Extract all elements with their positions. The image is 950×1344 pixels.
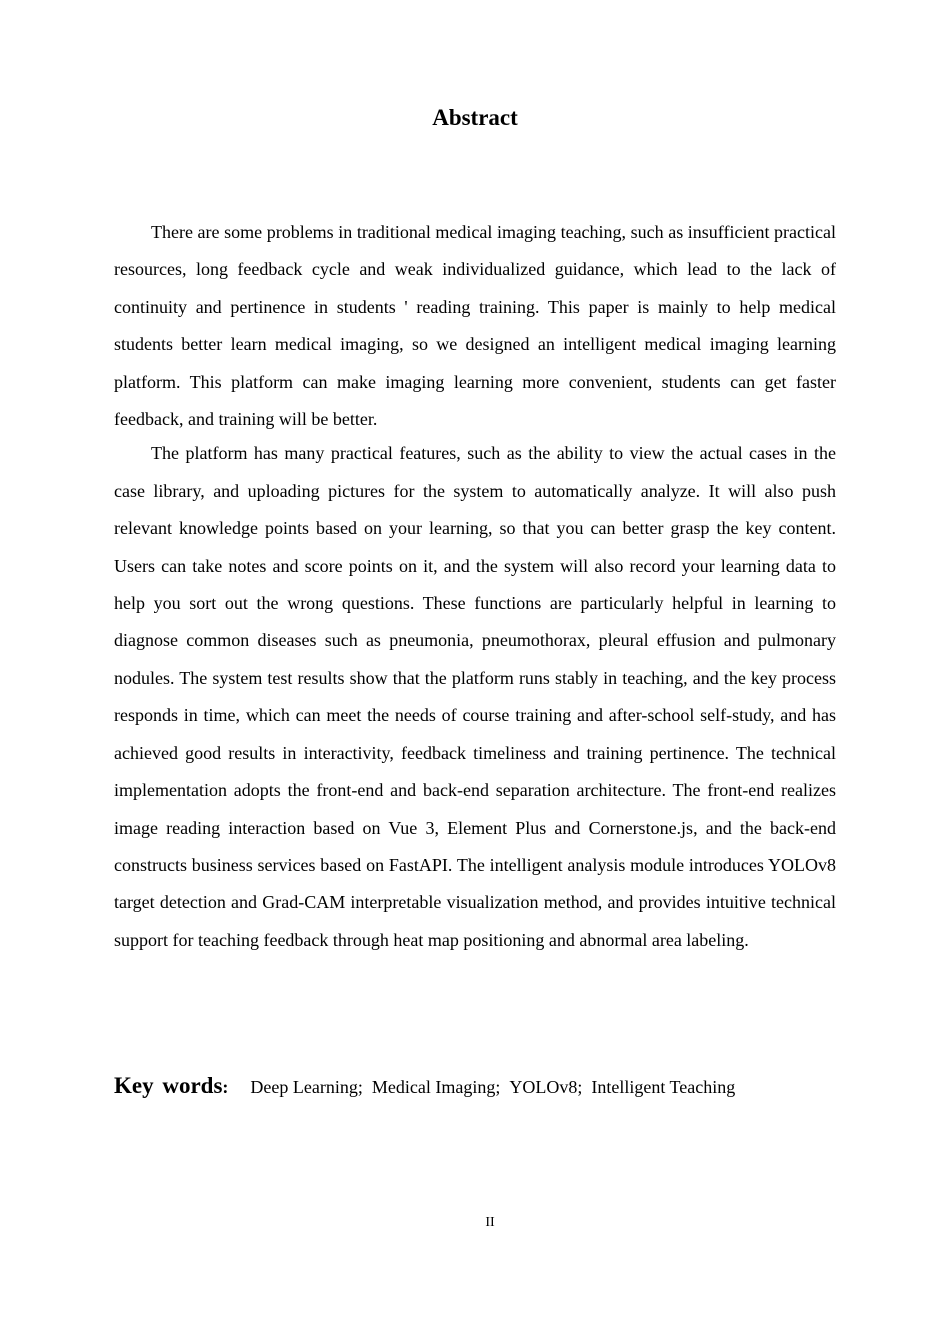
- abstract-paragraph-2: The platform has many practical features, such as the ability to view the actual cases in the case library, and uploading pictures for the system to automatically analyze. It will also push relevant knowledge points based on your learning, so that you can better grasp the key content. Users can take notes and score points on it, and the system will also record your learning data to help you sort out the wrong questions. These functions are particularly helpful in learning to diagnose common diseases such as pneumonia, pneumothorax, pleural effusion and pulmonary nodules. The system test results show that the platform runs stably in teaching, and the key process responds in time, which can meet the needs of course training and after-school self-study, and has achieved good results in interactivity, feedback timeliness and training pertinence. The technical implementation adopts the front-end and back-end separation architecture. The front-end realizes image reading interaction based on Vue 3, Element Plus and Cornerstone.js, and the back-end constructs business services based on FastAPI. The intelligent analysis module introduces YOLOv8 target detection and Grad-CAM interpretable visualization method, and provides intuitive technical support for teaching feedback through heat map positioning and abnormal area labeling.: [114, 443, 836, 950]
- keyword-item: Medical Imaging: [371, 1077, 496, 1097]
- keywords-colon: :: [222, 1077, 229, 1097]
- keyword-item: Deep Learning: [250, 1077, 358, 1097]
- keyword-item: Intelligent Teaching: [591, 1077, 736, 1097]
- abstract-paragraph-1: There are some problems in traditional medical imaging teaching, such as insufficient practical resources, long feedback cycle and weak individualized guidance, which lead to the lack of continuity and pertinence in students ' reading training. This paper is mainly to help medical students better learn medical imaging, so we designed an intelligent medical imaging learning platform. This platform can make imaging learning more convenient, students can get faster feedback, and training will be better.: [114, 222, 836, 430]
- keyword-separator: ;: [495, 1077, 501, 1097]
- keyword-item: YOLOv8: [509, 1077, 578, 1097]
- keyword-separator: ;: [357, 1077, 363, 1097]
- keywords-line: [114, 1073, 836, 1099]
- keyword-separator: ;: [577, 1077, 583, 1097]
- abstract-title: Abstract: [432, 105, 518, 130]
- abstract-body: [114, 214, 836, 959]
- page-number: II: [485, 1215, 495, 1230]
- keywords-label: Key words: [114, 1073, 223, 1098]
